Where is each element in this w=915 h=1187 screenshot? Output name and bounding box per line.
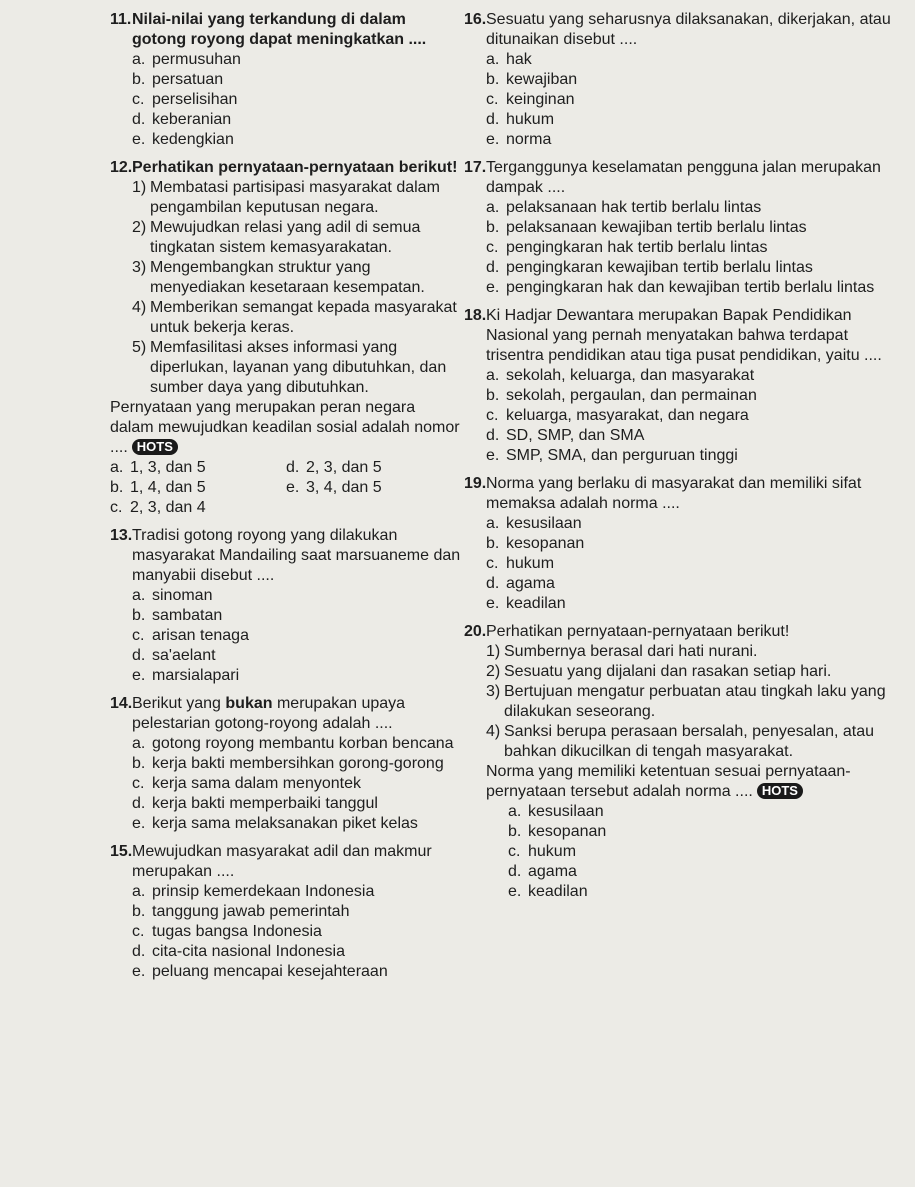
option-letter: e. (508, 883, 522, 900)
statement-text: Bertujuan mengatur perbuatan atau tingkah laku yang dilakukan seseorang. (504, 683, 886, 720)
option-text: norma (506, 131, 552, 148)
option-letter: c. (132, 923, 145, 940)
option-a[interactable] (132, 50, 462, 70)
option-a[interactable] (110, 458, 286, 478)
option-d[interactable] (132, 942, 462, 962)
option-text: pengingkaran hak tertib berlalu lintas (506, 239, 768, 256)
option-d[interactable] (486, 110, 904, 130)
option-text: pengingkaran kewajiban tertib berlalu lintas (506, 259, 813, 276)
option-e[interactable] (486, 278, 904, 298)
statement-5 (132, 338, 462, 398)
option-row (110, 478, 462, 498)
question-14 (110, 694, 462, 834)
option-text: sambatan (152, 607, 223, 624)
option-text: sinoman (152, 587, 213, 604)
question-text-part: merupakan upaya pelestarian gotong-royong adalah .... (132, 695, 406, 732)
option-e[interactable] (508, 882, 904, 902)
option-letter: a. (486, 199, 500, 216)
option-letter: a. (486, 515, 500, 532)
statement-2 (486, 662, 904, 682)
option-text: cita-cita nasional Indonesia (152, 943, 346, 960)
option-text: SMP, SMA, dan perguruan tinggi (506, 447, 738, 464)
option-e[interactable] (486, 446, 904, 466)
option-letter: e. (132, 963, 146, 980)
option-letter: c. (132, 91, 145, 108)
option-text: agama (528, 863, 577, 880)
option-letter: b. (486, 387, 500, 404)
option-d[interactable] (132, 794, 462, 814)
statement-number: 3) (486, 683, 501, 700)
question-text: Perhatikan pernyataan-pernyataan berikut! (132, 159, 458, 176)
option-text: kerja bakti membersihkan gorong-gorong (152, 755, 444, 772)
option-e[interactable] (132, 666, 462, 686)
option-d[interactable] (286, 458, 462, 478)
statement-number: 3) (132, 259, 147, 276)
question-text: Tradisi gotong royong yang dilakukan masyarakat Mandailing saat marsuaneme dan manyabii disebut .... (132, 527, 461, 584)
option-letter: b. (132, 71, 146, 88)
option-letter: c. (486, 555, 499, 572)
option-b[interactable] (132, 754, 462, 774)
option-letter: c. (110, 499, 123, 516)
option-text: 1, 3, dan 5 (130, 459, 206, 476)
question-text: Ki Hadjar Dewantara merupakan Bapak Pendidikan Nasional yang pernah menyatakan bahwa terdapat trisentra pendidikan atau tiga pusat pendidikan, yaitu .... (486, 307, 882, 364)
statement-number: 5) (132, 339, 147, 356)
option-c[interactable] (486, 238, 904, 258)
option-text: kewajiban (506, 71, 578, 88)
option-c[interactable] (486, 554, 904, 574)
option-text: sekolah, pergaulan, dan permainan (506, 387, 757, 404)
statement-text: Membatasi partisipasi masyarakat dalam pengambilan keputusan negara. (150, 179, 440, 216)
statement-text: Sumbernya berasal dari hati nurani. (504, 643, 758, 660)
statement-number: 2) (486, 663, 501, 680)
question-text: Terganggunya keselamatan pengguna jalan merupakan dampak .... (486, 159, 881, 196)
option-letter: c. (508, 843, 521, 860)
option-b[interactable] (486, 70, 904, 90)
option-c[interactable] (486, 406, 904, 426)
option-b[interactable] (132, 70, 462, 90)
option-text: kerja bakti memperbaiki tanggul (152, 795, 378, 812)
option-text: keadilan (528, 883, 588, 900)
option-e[interactable] (486, 130, 904, 150)
option-letter: b. (486, 219, 500, 236)
option-c[interactable] (110, 498, 462, 518)
option-a[interactable] (508, 802, 904, 822)
option-text: keadilan (506, 595, 566, 612)
question-text: Nilai-nilai yang terkandung di dalam gotong royong dapat meningkatkan .... (132, 11, 427, 48)
hots-badge: HOTS (132, 439, 178, 455)
statement-number: 4) (132, 299, 147, 316)
option-text: kerja sama dalam menyontek (152, 775, 361, 792)
option-text: gotong royong membantu korban bencana (152, 735, 454, 752)
option-text: hak (506, 51, 532, 68)
question-number: 16. (464, 11, 487, 28)
statement-text: Memberikan semangat kepada masyarakat untuk bekerja keras. (150, 299, 457, 336)
option-e[interactable] (132, 814, 462, 834)
option-letter: c. (486, 407, 499, 424)
statement-text: Sanksi berupa perasaan bersalah, penyesalan, atau bahkan dikucilkan di tengah masyarakat. (504, 723, 875, 760)
hots-badge: HOTS (757, 783, 803, 799)
option-a[interactable] (132, 734, 462, 754)
option-row (110, 458, 462, 478)
question-text-part: Berikut yang (132, 695, 226, 712)
option-letter: b. (486, 71, 500, 88)
option-text: 2, 3, dan 4 (130, 499, 206, 516)
option-letter: b. (508, 823, 522, 840)
option-b[interactable] (508, 822, 904, 842)
question-number: 13. (110, 527, 133, 544)
option-text: pengingkaran hak dan kewajiban tertib berlalu lintas (506, 279, 875, 296)
option-letter: d. (486, 111, 500, 128)
question-16 (464, 10, 904, 150)
question-text-emphasis: bukan (225, 695, 273, 712)
option-d[interactable] (132, 110, 462, 130)
question-number: 20. (464, 623, 487, 640)
option-text: kesusilaan (506, 515, 582, 532)
option-a[interactable] (486, 50, 904, 70)
option-letter: e. (132, 815, 146, 832)
option-b[interactable] (132, 606, 462, 626)
option-text: kesopanan (528, 823, 607, 840)
option-text: kesopanan (506, 535, 585, 552)
left-column (110, 10, 462, 990)
option-letter: b. (486, 535, 500, 552)
option-letter: b. (132, 607, 146, 624)
option-letter: a. (132, 883, 146, 900)
option-text: 2, 3, dan 5 (306, 459, 382, 476)
option-letter: d. (486, 575, 500, 592)
option-letter: d. (508, 863, 522, 880)
option-letter: d. (286, 459, 300, 476)
option-text: sa'aelant (152, 647, 216, 664)
statement-3 (486, 682, 904, 722)
option-letter: e. (132, 131, 146, 148)
option-text: pelaksanaan hak tertib berlalu lintas (506, 199, 762, 216)
option-letter: c. (486, 91, 499, 108)
option-letter: d. (132, 647, 146, 664)
option-c[interactable] (132, 90, 462, 110)
question-text: Norma yang berlaku di masyarakat dan memiliki sifat memaksa adalah norma .... (486, 475, 862, 512)
option-a[interactable] (486, 514, 904, 534)
prompt-text: Pernyataan yang merupakan peran negara dalam mewujudkan keadilan sosial adalah nomor .... (110, 399, 460, 456)
question-number: 17. (464, 159, 487, 176)
question-prompt (110, 398, 462, 458)
option-text: marsialapari (152, 667, 240, 684)
option-text: kerja sama melaksanakan piket kelas (152, 815, 418, 832)
statement-text: Mewujudkan relasi yang adil di semua tingkatan sistem kemasyarakatan. (150, 219, 421, 256)
option-letter: e. (486, 279, 500, 296)
option-letter: b. (132, 755, 146, 772)
option-e[interactable] (286, 478, 462, 498)
option-d[interactable] (486, 426, 904, 446)
question-19 (464, 474, 904, 614)
statement-4 (486, 722, 904, 762)
statement-3 (132, 258, 462, 298)
option-letter: c. (486, 239, 499, 256)
question-prompt (486, 762, 904, 802)
option-text: 3, 4, dan 5 (306, 479, 382, 496)
question-text: Mewujudkan masyarakat adil dan makmur merupakan .... (132, 843, 432, 880)
option-text: pelaksanaan kewajiban tertib berlalu lintas (506, 219, 807, 236)
option-text: kedengkian (152, 131, 234, 148)
option-c[interactable] (132, 774, 462, 794)
option-e[interactable] (486, 594, 904, 614)
question-text (132, 694, 462, 734)
option-letter: e. (486, 595, 500, 612)
statement-1 (132, 178, 462, 218)
statement-number: 1) (486, 643, 501, 660)
statement-text: Memfasilitasi akses informasi yang diperlukan, layanan yang dibutuhkan, dan sumber daya yang dibutuhkan. (150, 339, 447, 396)
option-e[interactable] (132, 130, 462, 150)
statement-1 (486, 642, 904, 662)
option-letter: c. (132, 627, 145, 644)
option-text: hukum (506, 111, 555, 128)
question-11 (110, 10, 462, 150)
option-letter: b. (132, 903, 146, 920)
option-text: 1, 4, dan 5 (130, 479, 206, 496)
option-letter: a. (486, 51, 500, 68)
question-18 (464, 306, 904, 466)
option-letter: a. (132, 51, 146, 68)
option-letter: c. (132, 775, 145, 792)
option-text: hukum (506, 555, 555, 572)
question-17 (464, 158, 904, 298)
question-12 (110, 158, 462, 518)
question-text: Sesuatu yang seharusnya dilaksanakan, dikerjakan, atau ditunaikan disebut .... (486, 11, 891, 48)
option-text: tanggung jawab pemerintah (152, 903, 350, 920)
prompt-text: Norma yang memiliki ketentuan sesuai pernyataan-pernyataan tersebut adalah norma .... (486, 763, 851, 800)
question-number: 15. (110, 843, 133, 860)
option-letter: e. (286, 479, 300, 496)
option-letter: e. (132, 667, 146, 684)
option-text: prinsip kemerdekaan Indonesia (152, 883, 375, 900)
option-letter: d. (132, 943, 146, 960)
option-text: kesusilaan (528, 803, 604, 820)
option-a[interactable] (132, 882, 462, 902)
option-text: keinginan (506, 91, 575, 108)
option-d[interactable] (486, 258, 904, 278)
option-a[interactable] (486, 366, 904, 386)
right-column (464, 10, 904, 910)
option-b[interactable] (132, 902, 462, 922)
question-number: 19. (464, 475, 487, 492)
option-text: keberanian (152, 111, 232, 128)
option-letter: e. (486, 447, 500, 464)
option-letter: b. (110, 479, 124, 496)
option-d[interactable] (508, 862, 904, 882)
option-text: perselisihan (152, 91, 238, 108)
question-number: 14. (110, 695, 133, 712)
option-letter: a. (132, 735, 146, 752)
option-letter: a. (110, 459, 124, 476)
option-text: hukum (528, 843, 577, 860)
option-c[interactable] (486, 90, 904, 110)
statement-number: 1) (132, 179, 147, 196)
option-text: sekolah, keluarga, dan masyarakat (506, 367, 755, 384)
statement-2 (132, 218, 462, 258)
question-15 (110, 842, 462, 982)
option-d[interactable] (132, 646, 462, 666)
option-text: tugas bangsa Indonesia (152, 923, 322, 940)
option-text: agama (506, 575, 555, 592)
question-number: 12. (110, 159, 133, 176)
option-c[interactable] (132, 626, 462, 646)
option-letter: d. (486, 259, 500, 276)
option-text: keluarga, masyarakat, dan negara (506, 407, 749, 424)
option-b[interactable] (486, 386, 904, 406)
option-letter: e. (486, 131, 500, 148)
option-letter: a. (508, 803, 522, 820)
option-b[interactable] (110, 478, 286, 498)
option-e[interactable] (132, 962, 462, 982)
option-text: SD, SMP, dan SMA (506, 427, 645, 444)
option-a[interactable] (132, 586, 462, 606)
option-letter: d. (132, 111, 146, 128)
option-c[interactable] (508, 842, 904, 862)
option-b[interactable] (486, 218, 904, 238)
option-b[interactable] (486, 534, 904, 554)
option-text: persatuan (152, 71, 224, 88)
option-d[interactable] (486, 574, 904, 594)
question-text: Perhatikan pernyataan-pernyataan berikut! (486, 623, 790, 640)
statement-text: Sesuatu yang dijalani dan rasakan setiap hari. (504, 663, 832, 680)
statement-text: Mengembangkan struktur yang menyediakan kesetaraan kesempatan. (150, 259, 425, 296)
statement-number: 4) (486, 723, 501, 740)
question-13 (110, 526, 462, 686)
question-number: 18. (464, 307, 487, 324)
option-letter: d. (132, 795, 146, 812)
option-letter: a. (132, 587, 146, 604)
statement-number: 2) (132, 219, 147, 236)
option-a[interactable] (486, 198, 904, 218)
option-text: arisan tenaga (152, 627, 249, 644)
question-20 (464, 622, 904, 902)
question-number: 11. (110, 11, 132, 28)
option-letter: a. (486, 367, 500, 384)
statement-4 (132, 298, 462, 338)
option-letter: d. (486, 427, 500, 444)
option-text: peluang mencapai kesejahteraan (152, 963, 388, 980)
option-text: permusuhan (152, 51, 241, 68)
option-c[interactable] (132, 922, 462, 942)
